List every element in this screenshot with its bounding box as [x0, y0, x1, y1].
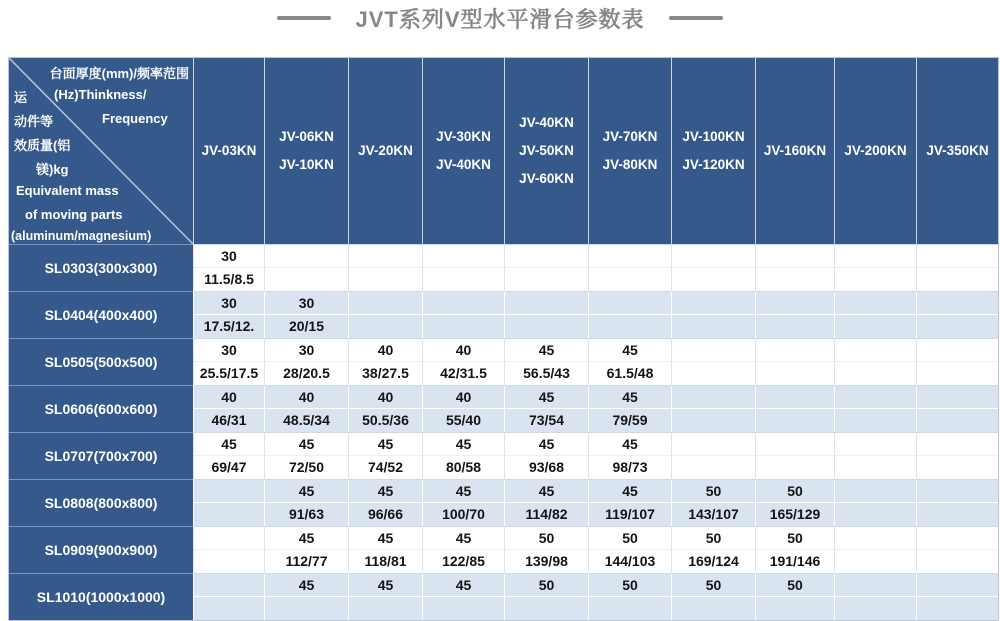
data-cell [348, 291, 422, 338]
data-cell: 30 25.5/17.5 [193, 338, 264, 385]
row-header: SL0505(500x500) [9, 338, 193, 385]
corner-label: (aluminum/magnesium) [11, 229, 152, 243]
corner-label: 动件等 [14, 114, 54, 129]
data-cell: 50 165/129 [755, 479, 834, 526]
data-cell [671, 385, 755, 432]
table-body [9, 244, 998, 620]
data-cell [755, 244, 834, 291]
data-cell [916, 244, 998, 291]
data-cell: 45 122/85 [422, 526, 504, 573]
data-cell: 45 [348, 573, 422, 620]
data-cell: 40 42/31.5 [422, 338, 504, 385]
data-cell: 40 55/40 [422, 385, 504, 432]
data-cell [671, 432, 755, 479]
data-cell: 45 73/54 [504, 385, 588, 432]
data-cell [834, 244, 916, 291]
table-row [9, 573, 998, 620]
data-cell [755, 338, 834, 385]
data-cell [422, 244, 504, 291]
column-header: JV-70KN JV-80KN [588, 58, 671, 244]
table-row [9, 338, 998, 385]
data-cell: 40 48.5/34 [264, 385, 348, 432]
data-cell [504, 244, 588, 291]
corner-cell [9, 58, 193, 244]
column-header: JV-06KN JV-10KN [264, 58, 348, 244]
data-cell [834, 573, 916, 620]
data-cell [588, 244, 671, 291]
data-cell [834, 291, 916, 338]
table-row [9, 479, 998, 526]
table-row [9, 244, 998, 291]
data-cell [348, 244, 422, 291]
corner-label: Equivalent mass [16, 183, 119, 198]
row-header: SL1010(1000x1000) [9, 573, 193, 620]
row-header: SL0707(700x700) [9, 432, 193, 479]
data-cell [834, 385, 916, 432]
column-header: JV-30KN JV-40KN [422, 58, 504, 244]
data-cell [916, 385, 998, 432]
row-header: SL0909(900x900) [9, 526, 193, 573]
data-cell: 50 143/107 [671, 479, 755, 526]
corner-label: of moving parts [25, 207, 123, 222]
data-cell: 45 114/82 [504, 479, 588, 526]
data-cell: 45 61.5/48 [588, 338, 671, 385]
corner-label: 台面厚度(mm)/频率范围 [49, 66, 189, 81]
data-cell: 45 118/81 [348, 526, 422, 573]
data-cell: 45 74/52 [348, 432, 422, 479]
data-cell [916, 291, 998, 338]
data-cell: 45 98/73 [588, 432, 671, 479]
data-cell: 40 50.5/36 [348, 385, 422, 432]
table-row [9, 291, 998, 338]
data-cell: 45 93/68 [504, 432, 588, 479]
data-cell [755, 385, 834, 432]
page-title-bar [0, 0, 1000, 36]
data-cell [193, 479, 264, 526]
data-cell [422, 291, 504, 338]
data-cell: 50 139/98 [504, 526, 588, 573]
data-cell: 50 169/124 [671, 526, 755, 573]
header-row [9, 58, 998, 244]
data-cell: 50 [755, 573, 834, 620]
data-cell: 40 46/31 [193, 385, 264, 432]
data-cell [916, 526, 998, 573]
data-cell: 30 28/20.5 [264, 338, 348, 385]
data-cell: 50 [588, 573, 671, 620]
data-cell: 30 11.5/8.5 [193, 244, 264, 291]
corner-label: 效质量(铝 [14, 138, 71, 153]
data-cell [671, 338, 755, 385]
data-cell [916, 432, 998, 479]
data-cell: 45 100/70 [422, 479, 504, 526]
data-cell [193, 526, 264, 573]
row-header: SL0606(600x600) [9, 385, 193, 432]
data-cell: 30 20/15 [264, 291, 348, 338]
data-cell [193, 573, 264, 620]
row-header: SL0808(800x800) [9, 479, 193, 526]
data-cell: 45 96/66 [348, 479, 422, 526]
data-cell: 45 [422, 573, 504, 620]
data-cell: 40 38/27.5 [348, 338, 422, 385]
data-cell: 50 191/146 [755, 526, 834, 573]
column-header: JV-160KN [755, 58, 834, 244]
data-cell [916, 479, 998, 526]
data-cell [916, 573, 998, 620]
table-row [9, 432, 998, 479]
column-header: JV-200KN [834, 58, 916, 244]
data-cell: 30 17.5/12. [193, 291, 264, 338]
data-cell: 45 69/47 [193, 432, 264, 479]
data-cell [755, 291, 834, 338]
data-cell: 50 144/103 [588, 526, 671, 573]
data-cell: 50 [671, 573, 755, 620]
column-header: JV-100KN JV-120KN [671, 58, 755, 244]
column-header: JV-20KN [348, 58, 422, 244]
data-cell [834, 526, 916, 573]
data-cell [504, 291, 588, 338]
data-cell [834, 479, 916, 526]
data-cell: 45 80/58 [422, 432, 504, 479]
data-cell [588, 291, 671, 338]
column-header: JV-40KN JV-50KN JV-60KN [504, 58, 588, 244]
data-cell [671, 244, 755, 291]
corner-label: 镁)kg [36, 162, 69, 177]
corner-label: Frequency [102, 111, 168, 126]
param-table [8, 57, 999, 621]
title-dash-left [277, 16, 331, 20]
data-cell: 45 79/59 [588, 385, 671, 432]
corner-label: 运 [14, 90, 28, 105]
data-cell: 45 72/50 [264, 432, 348, 479]
page-title: JVT系列V型水平滑台参数表 [355, 6, 645, 32]
data-cell [671, 291, 755, 338]
title-dash-right [669, 16, 723, 20]
data-cell: 45 112/77 [264, 526, 348, 573]
data-cell: 45 119/107 [588, 479, 671, 526]
data-cell: 50 [504, 573, 588, 620]
row-header: SL0303(300x300) [9, 244, 193, 291]
data-cell [916, 338, 998, 385]
data-cell [834, 338, 916, 385]
row-header: SL0404(400x400) [9, 291, 193, 338]
data-cell: 45 [264, 573, 348, 620]
data-cell [834, 432, 916, 479]
column-header: JV-03KN [193, 58, 264, 244]
table-row [9, 526, 998, 573]
corner-label: (Hz)Thinkness/ [54, 87, 147, 102]
data-cell: 45 91/63 [264, 479, 348, 526]
column-header: JV-350KN [916, 58, 998, 244]
data-cell [755, 432, 834, 479]
table-row [9, 385, 998, 432]
data-cell [264, 244, 348, 291]
data-cell: 45 56.5/43 [504, 338, 588, 385]
